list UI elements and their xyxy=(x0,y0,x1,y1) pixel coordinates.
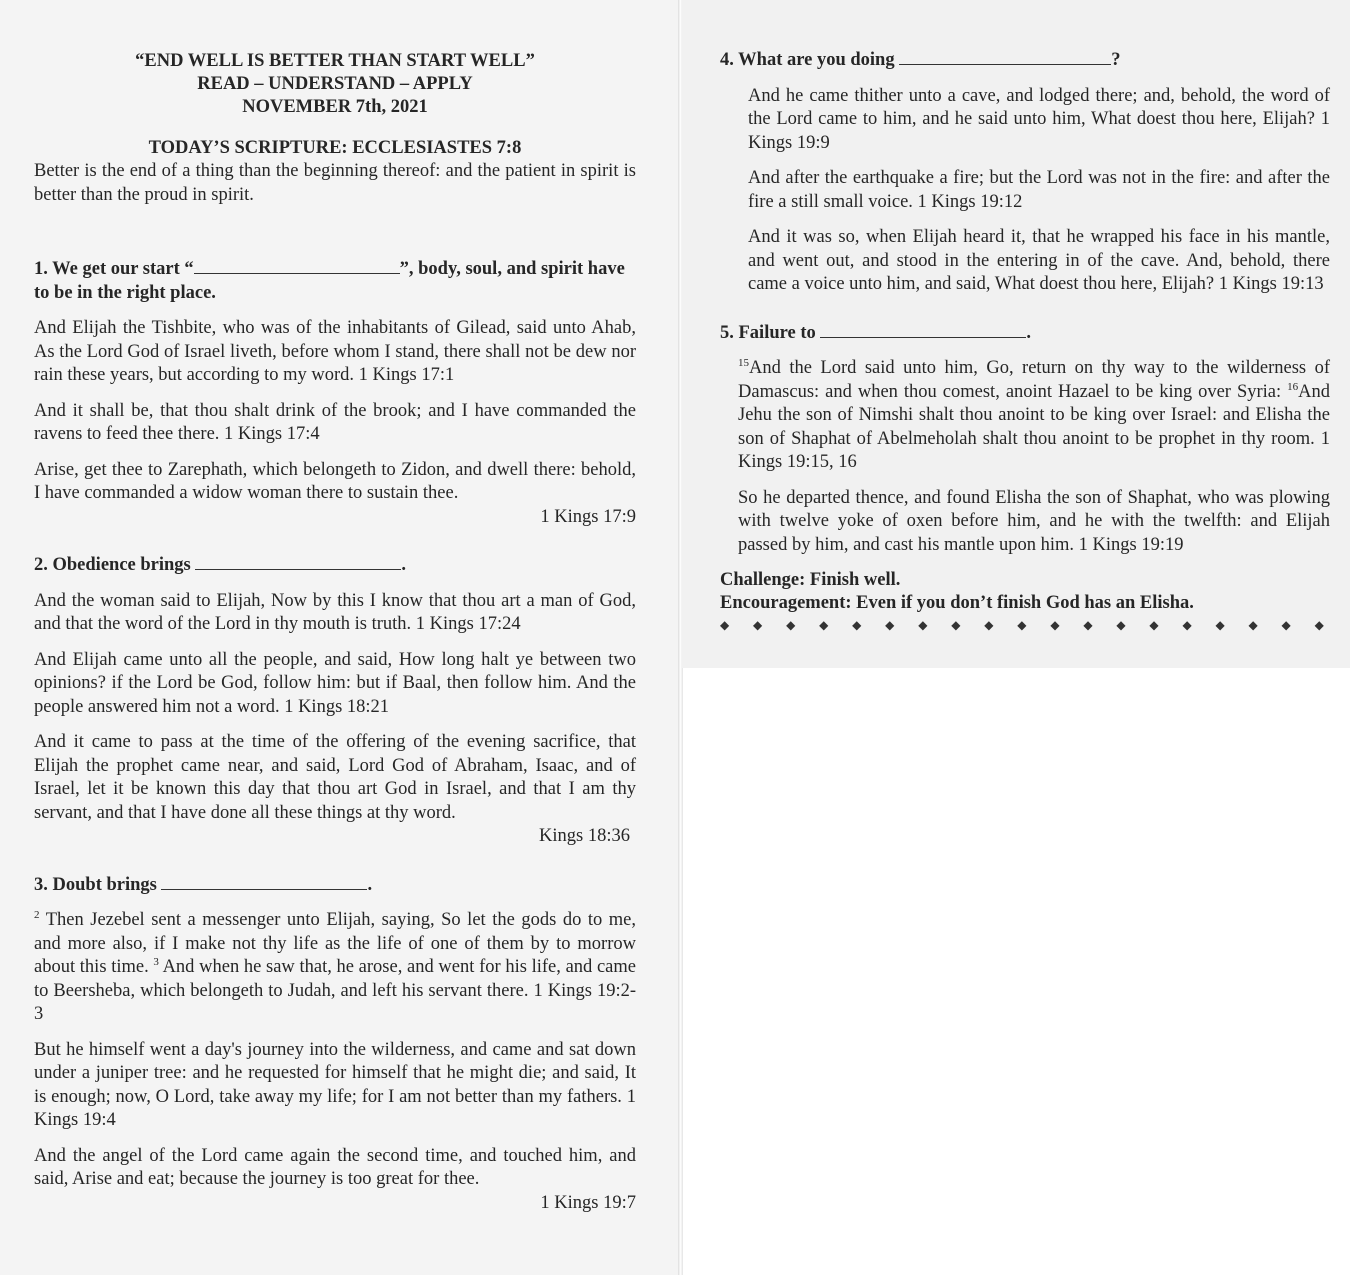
point-3-verse-1-part-2: And when he saw that, he arose, and went for his life, and came to Beersheba, which belongeth to Judah, and left his servant there. 1 Kings 19:2-3 xyxy=(34,957,636,1024)
diamond-icon: ◆ xyxy=(753,618,763,632)
title-block xyxy=(34,50,636,119)
diamond-icon: ◆ xyxy=(885,618,895,632)
point-1-verse-2: And it shall be, that thou shalt drink of the brook; and I have commanded the ravens to feed thee there. 1 Kings 17:4 xyxy=(34,400,636,444)
point-5-verse-1-part-2: And Jehu the son of Nimshi shalt thou anoint to be king over Israel: and Elisha the son of Shaphat of Abelmeholah shalt thou anoint to be prophet in thy room. 1 Kings 19:15, 16 xyxy=(738,381,1330,472)
point-1-verse-3: Arise, get thee to Zarephath, which belongeth to Zidon, and dwell there: behold, I have commanded a widow woman there to sustain thee. xyxy=(34,459,636,503)
title-line-1: “END WELL IS BETTER THAN START WELL” xyxy=(135,51,535,71)
scripture-text: Better is the end of a thing than the beginning thereof: and the patient in spirit is better than the proud in spirit. xyxy=(34,161,636,205)
encouragement-line: Encouragement: Even if you don’t finish God has an Elisha. xyxy=(720,593,1194,613)
point-1-blank xyxy=(194,257,400,274)
point-5-prefix: 5. Failure to xyxy=(720,322,816,343)
point-3-blank xyxy=(161,873,367,890)
verse-number-3: 3 xyxy=(153,955,159,968)
closing-block xyxy=(720,569,1330,615)
point-3-prefix: 3. Doubt brings xyxy=(34,874,157,895)
point-3-verse-2: But he himself went a day's journey into the wilderness, and came and sat down under a juniper tree: and he requested for himself that he might die; and said, It is enough; now, O Lord, take away my life; for I am not better than my fathers. 1 Kings 19:4 xyxy=(34,1039,636,1130)
blank-area xyxy=(683,668,1350,1275)
diamond-icon: ◆ xyxy=(1248,618,1258,632)
verse-number-2: 2 xyxy=(34,908,40,921)
point-2-verse-3: And it came to pass at the time of the offering of the evening sacrifice, that Elijah the prophet came near, and said, Lord God of Abraham, Isaac, and of Israel, let it be known this day that thou art God in Israel, and that I am thy servant, and that I have done all these things at thy word. xyxy=(34,732,636,823)
point-3-verse-3: And the angel of the Lord came again the second time, and touched him, and said, Arise and eat; because the journey is too great for thee. xyxy=(34,1145,636,1189)
right-page xyxy=(682,0,1350,668)
point-1-prefix: 1. We get our start “ xyxy=(34,259,194,279)
point-5-heading xyxy=(720,321,1330,346)
point-5-verse-1 xyxy=(720,357,1330,475)
diamond-icon: ◆ xyxy=(1149,618,1159,632)
diamond-icon: ◆ xyxy=(819,618,829,632)
point-3-heading xyxy=(34,873,636,898)
diamond-icon: ◆ xyxy=(1017,618,1027,632)
point-4-suffix: ? xyxy=(1111,50,1121,70)
verse-number-16: 16 xyxy=(1287,380,1299,393)
point-4-heading xyxy=(720,48,1330,73)
point-1-verse-3-ref: 1 Kings 17:9 xyxy=(540,506,636,527)
point-4-prefix: 4. What are you doing xyxy=(720,50,895,70)
diamond-icon: ◆ xyxy=(1050,618,1060,632)
diamond-icon: ◆ xyxy=(1281,618,1291,632)
diamond-icon: ◆ xyxy=(786,618,796,632)
title-line-3: NOVEMBER 7th, 2021 xyxy=(242,97,428,117)
diamond-icon: ◆ xyxy=(1182,618,1192,632)
diamond-icon: ◆ xyxy=(984,618,994,632)
point-1-verse-1: And Elijah the Tishbite, who was of the inhabitants of Gilead, said unto Ahab, As the Lord God of Israel liveth, before whom I stand, there shall not be dew nor rain these years, but according to my word. 1 Kings 17:1 xyxy=(34,318,636,385)
point-4-verse-3: And it was so, when Elijah heard it, that he wrapped his face in his mantle, and went out, and stood in the entering in of the cave. And, behold, there came a voice unto him, and said, What doest thou here, Elijah? 1 Kings 19:13 xyxy=(748,227,1330,294)
point-2-verse-1: And the woman said to Elijah, Now by this I know that thou art a man of God, and that the word of the Lord in thy mouth is truth. 1 Kings 17:24 xyxy=(34,590,636,634)
title-line-2: READ – UNDERSTAND – APPLY xyxy=(197,74,473,94)
diamond-icon: ◆ xyxy=(1116,618,1126,632)
point-2-verse-2: And Elijah came unto all the people, and said, How long halt ye between two opinions? if the Lord be God, follow him: but if Baal, then follow him. And the people answered him not a word. 1 Kings 18:21 xyxy=(34,649,636,717)
point-1-heading xyxy=(34,257,636,305)
point-5-blank xyxy=(820,321,1026,338)
diamond-icon: ◆ xyxy=(1215,618,1225,632)
point-2-heading xyxy=(34,553,636,578)
diamond-divider xyxy=(720,617,1330,633)
diamond-icon: ◆ xyxy=(1083,618,1093,632)
point-2-prefix: 2. Obedience brings xyxy=(34,555,191,575)
diamond-icon: ◆ xyxy=(918,618,928,632)
challenge-line: Challenge: Finish well. xyxy=(720,570,901,590)
point-2-blank xyxy=(195,553,401,570)
point-3-verse-1-part-1: Then Jezebel sent a messenger unto Elijah, saying, So let the gods do to me, and more also, if I make not thy life as the life of one of them by to morrow about this time. xyxy=(34,910,636,977)
point-4-verse-2: And after the earthquake a fire; but the Lord was not in the fire: and after the fire a still small voice. 1 Kings 19:12 xyxy=(748,168,1330,212)
point-5-verse-1-part-1: And the Lord said unto him, Go, return on thy way to the wilderness of Damascus: and when thou comest, anoint Hazael to be king over Syria: xyxy=(738,358,1330,402)
point-5-verse-2: So he departed thence, and found Elisha the son of Shaphat, who was plowing with twelve yoke of oxen before him, and he with the twelfth: and Elijah passed by him, and cast his mantle upon him. 1 Kings 19:19 xyxy=(738,487,1330,555)
point-3-verse-3-ref: 1 Kings 19:7 xyxy=(540,1192,636,1213)
point-5-suffix: . xyxy=(1026,322,1031,343)
point-3-verse-1 xyxy=(34,909,636,1027)
point-3-suffix: . xyxy=(367,874,373,895)
point-4-blank xyxy=(899,48,1111,65)
diamond-icon: ◆ xyxy=(852,618,862,632)
diamond-icon: ◆ xyxy=(720,618,730,632)
scripture-heading: TODAY’S SCRIPTURE: ECCLESIASTES 7:8 xyxy=(148,138,522,158)
verse-number-15: 15 xyxy=(738,356,749,369)
point-2-verse-3-ref: Kings 18:36 xyxy=(539,826,630,846)
point-2-suffix: . xyxy=(401,555,406,575)
point-4-verse-1: And he came thither unto a cave, and lodged there; and, behold, the word of the Lord came to him, and he said unto him, What doest thou here, Elijah? 1 Kings 19:9 xyxy=(748,85,1330,153)
diamond-icon: ◆ xyxy=(951,618,961,632)
point-1-suffix: ”, body, soul, and spirit have to be in the right place. xyxy=(34,259,625,303)
diamond-icon: ◆ xyxy=(1314,618,1324,632)
